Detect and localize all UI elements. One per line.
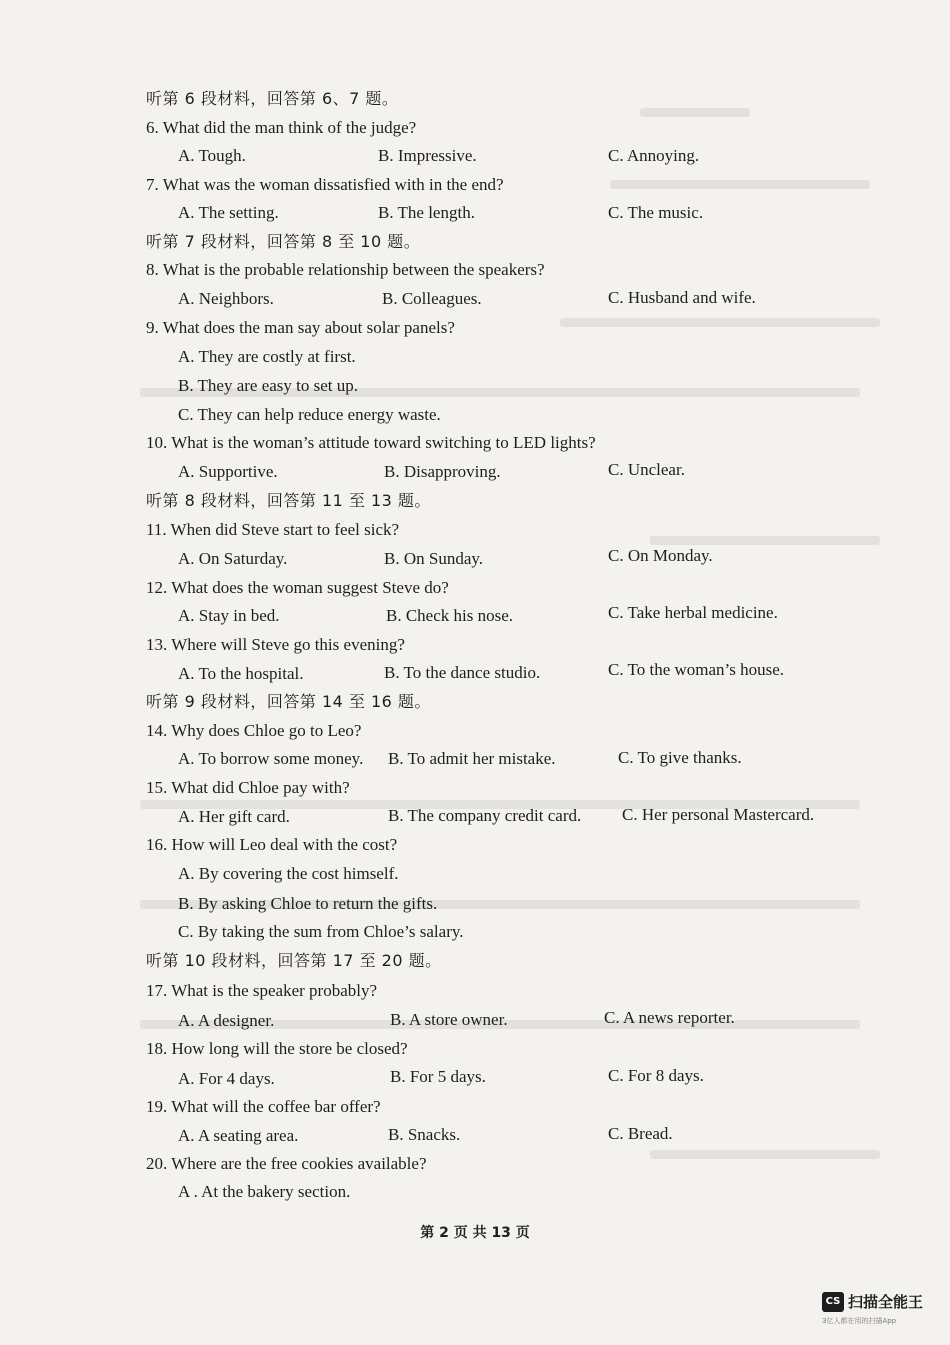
option-b: B. They are easy to set up.: [178, 376, 359, 395]
option-c: C. On Monday.: [608, 546, 713, 565]
question-stem: 19. What will the coffee bar offer?: [146, 1097, 381, 1116]
option-a: A. The setting.: [178, 203, 279, 222]
option-a: A. By covering the cost himself.: [178, 864, 399, 883]
question-stem: 7. What was the woman dissatisfied with in the end?: [146, 175, 504, 194]
option-c: C. Bread.: [608, 1124, 673, 1143]
option-b: B. On Sunday.: [384, 549, 484, 568]
option-b: B. To admit her mistake.: [388, 749, 556, 768]
option-c: C. Husband and wife.: [608, 288, 756, 307]
option-c: C. A news reporter.: [604, 1008, 735, 1027]
option-c: C. Unclear.: [608, 460, 685, 479]
cs-logo-icon: CS: [822, 1292, 844, 1312]
option-a: A. A seating area.: [178, 1126, 299, 1145]
option-a: A. For 4 days.: [178, 1069, 275, 1088]
option-a: A. To borrow some money.: [178, 749, 364, 768]
option-a: A . At the bakery section.: [178, 1182, 351, 1201]
option-a: A. Stay in bed.: [178, 606, 280, 625]
option-b: B. Check his nose.: [386, 606, 514, 625]
option-b: B. Colleagues.: [382, 289, 482, 308]
option-b: B. The company credit card.: [388, 806, 582, 825]
option-a: A. They are costly at first.: [178, 347, 356, 366]
question-stem: 18. How long will the store be closed?: [146, 1039, 408, 1058]
question-stem: 16. How will Leo deal with the cost?: [146, 835, 398, 854]
option-b: B. By asking Chloe to return the gifts.: [178, 894, 438, 913]
option-a: A. Supportive.: [178, 462, 278, 481]
question-stem: 14. Why does Chloe go to Leo?: [146, 721, 362, 740]
option-c: C. By taking the sum from Chloe’s salary.: [178, 922, 464, 941]
section-heading: 听第 10 段材料，回答第 17 至 20 题。: [146, 951, 442, 970]
question-stem: 10. What is the woman’s attitude toward switching to LED lights?: [146, 433, 596, 452]
section-heading: 听第 7 段材料，回答第 8 至 10 题。: [146, 232, 421, 251]
question-stem: 12. What does the woman suggest Steve do?: [146, 578, 449, 597]
section-heading: 听第 8 段材料，回答第 11 至 13 题。: [146, 491, 431, 510]
show-through-mark: [640, 108, 750, 117]
option-c: C. Her personal Mastercard.: [622, 805, 815, 824]
page-number: 第 2 页 共 13 页: [420, 1225, 530, 1241]
question-stem: 11. When did Steve start to feel sick?: [146, 520, 400, 539]
show-through-mark: [650, 1150, 880, 1159]
option-a: A. To the hospital.: [178, 664, 304, 683]
scanner-watermark: [822, 1292, 942, 1332]
section-heading: 听第 6 段材料，回答第 6、7 题。: [146, 89, 399, 108]
option-c: C. Annoying.: [608, 146, 700, 165]
option-a: A. A designer.: [178, 1011, 275, 1030]
option-a: A. Tough.: [178, 146, 246, 165]
question-stem: 9. What does the man say about solar panels?: [146, 318, 455, 337]
option-b: B. Disapproving.: [384, 462, 501, 481]
option-b: B. Snacks.: [388, 1125, 461, 1144]
watermark-name: 扫描全能王: [848, 1293, 924, 1311]
option-c: C. To give thanks.: [618, 748, 742, 767]
question-stem: 8. What is the probable relationship between the speakers?: [146, 260, 545, 279]
option-b: B. A store owner.: [390, 1010, 508, 1029]
show-through-mark: [560, 318, 880, 327]
option-c: C. Take herbal medicine.: [608, 603, 778, 622]
question-stem: 13. Where will Steve go this evening?: [146, 635, 405, 654]
option-c: C. They can help reduce energy waste.: [178, 405, 441, 424]
show-through-mark: [650, 536, 880, 545]
question-stem: 17. What is the speaker probably?: [146, 981, 378, 1000]
question-stem: 6. What did the man think of the judge?: [146, 118, 417, 137]
option-a: A. Neighbors.: [178, 289, 274, 308]
option-a: A. On Saturday.: [178, 549, 288, 568]
option-b: B. Impressive.: [378, 146, 477, 165]
option-b: B. To the dance studio.: [384, 663, 541, 682]
option-b: B. The length.: [378, 203, 475, 222]
option-c: C. For 8 days.: [608, 1066, 704, 1085]
show-through-mark: [610, 180, 870, 189]
option-a: A. Her gift card.: [178, 807, 290, 826]
option-c: C. The music.: [608, 203, 704, 222]
option-b: B. For 5 days.: [390, 1067, 486, 1086]
option-c: C. To the woman’s house.: [608, 660, 785, 679]
section-heading: 听第 9 段材料，回答第 14 至 16 题。: [146, 692, 431, 711]
watermark-subtitle: 3亿人都在用的扫描App: [822, 1317, 897, 1325]
question-stem: 20. Where are the free cookies available?: [146, 1154, 427, 1173]
question-stem: 15. What did Chloe pay with?: [146, 778, 350, 797]
